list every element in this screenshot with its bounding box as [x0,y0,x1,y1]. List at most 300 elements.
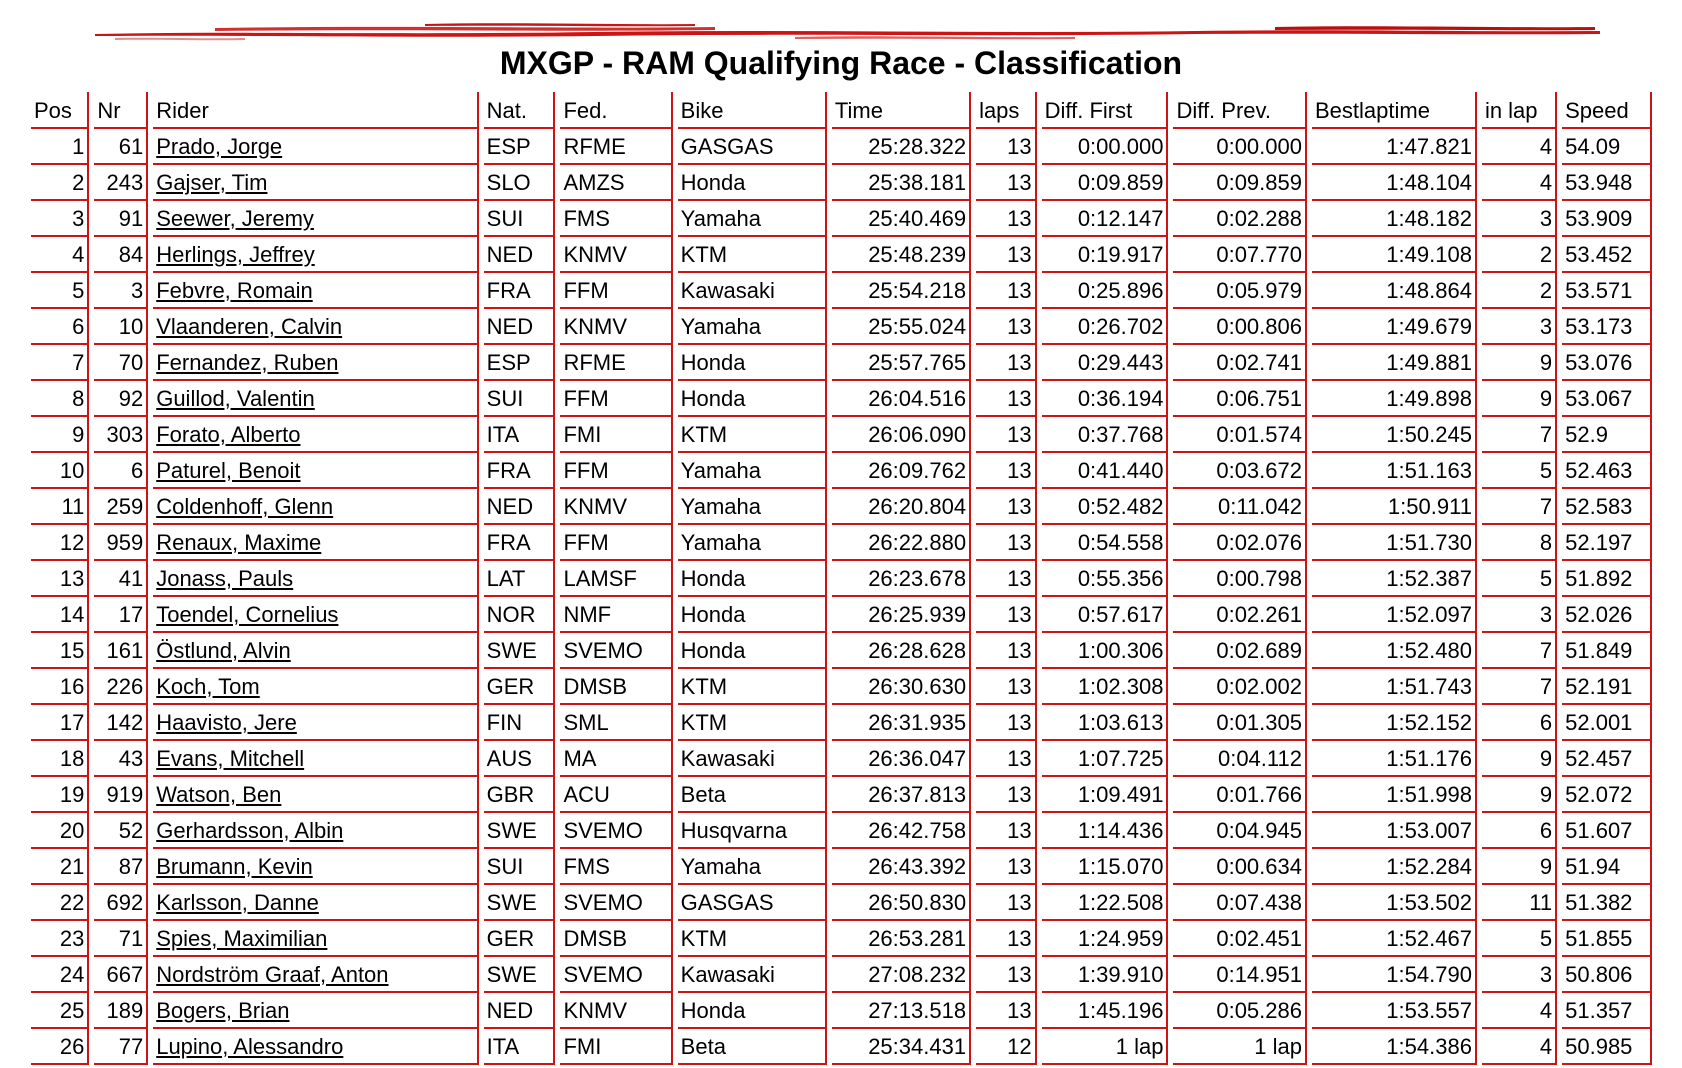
cell-in-lap: 9 [1482,345,1557,381]
rider-link[interactable]: Vlaanderen, Calvin [156,313,343,339]
cell-nat: NOR [484,597,556,633]
rider-link[interactable]: Brumann, Kevin [156,853,313,879]
cell-nat: SUI [484,201,556,237]
cell-nat: FRA [484,525,556,561]
cell-nat: GER [484,669,556,705]
cell-in-lap: 4 [1482,993,1557,1029]
rider-link[interactable]: Coldenhoff, Glenn [156,493,334,519]
cell-bestlaptime: 1:51.163 [1312,453,1477,489]
cell-nr: 6 [94,453,148,489]
rider-link[interactable]: Gajser, Tim [156,169,268,195]
cell-in-lap: 11 [1482,885,1557,921]
table-body [31,129,1652,1065]
cell-diff-first: 1:45.196 [1042,993,1169,1029]
rider-link[interactable]: Renaux, Maxime [156,529,322,555]
cell-nat: ESP [484,345,556,381]
cell-bestlaptime: 1:52.387 [1312,561,1477,597]
cell-rider [153,237,478,273]
cell-speed: 53.948 [1562,165,1652,201]
rider-link[interactable]: Lupino, Alessandro [156,1033,344,1059]
table-row [31,165,1652,201]
rider-link[interactable]: Jonass, Pauls [156,565,294,591]
rider-link[interactable]: Evans, Mitchell [156,745,305,771]
cell-time: 26:50.830 [832,885,971,921]
cell-fed: DMSB [560,669,672,705]
cell-nat: SWE [484,633,556,669]
cell-time: 26:36.047 [832,741,971,777]
cell-pos: 14 [31,597,89,633]
header-diff-first: Diff. First [1042,92,1169,129]
table-row [31,237,1652,273]
cell-diff-prev: 0:00.634 [1173,849,1307,885]
cell-time: 26:28.628 [832,633,971,669]
cell-diff-prev: 1 lap [1173,1029,1307,1065]
cell-fed: KNMV [560,309,672,345]
cell-fed: SML [560,705,672,741]
cell-diff-prev: 0:04.945 [1173,813,1307,849]
cell-nat: GBR [484,777,556,813]
cell-laps: 13 [976,453,1037,489]
cell-diff-first: 1:00.306 [1042,633,1169,669]
cell-bestlaptime: 1:48.864 [1312,273,1477,309]
cell-laps: 13 [976,129,1037,165]
cell-in-lap: 9 [1482,741,1557,777]
cell-pos: 12 [31,525,89,561]
cell-laps: 13 [976,705,1037,741]
cell-rider [153,993,478,1029]
header-bike: Bike [678,92,827,129]
cell-bike: KTM [678,417,827,453]
cell-pos: 24 [31,957,89,993]
cell-bike: Honda [678,633,827,669]
cell-rider [153,561,478,597]
cell-bike: KTM [678,669,827,705]
cell-time: 25:54.218 [832,273,971,309]
table-row [31,921,1652,957]
cell-rider [153,633,478,669]
cell-laps: 12 [976,1029,1037,1065]
cell-laps: 13 [976,777,1037,813]
table-row [31,345,1652,381]
cell-pos: 4 [31,237,89,273]
cell-diff-prev: 0:07.438 [1173,885,1307,921]
cell-nr: 43 [94,741,148,777]
cell-diff-prev: 0:09.859 [1173,165,1307,201]
cell-fed: KNMV [560,993,672,1029]
rider-link[interactable]: Febvre, Romain [156,277,313,303]
cell-time: 26:31.935 [832,705,971,741]
classification-table [26,92,1657,1065]
cell-in-lap: 6 [1482,813,1557,849]
rider-link[interactable]: Paturel, Benoit [156,457,301,483]
rider-link[interactable]: Watson, Ben [156,781,282,807]
cell-speed: 52.9 [1562,417,1652,453]
rider-link[interactable]: Koch, Tom [156,673,260,699]
cell-nat: SLO [484,165,556,201]
cell-laps: 13 [976,273,1037,309]
cell-bestlaptime: 1:54.790 [1312,957,1477,993]
cell-diff-first: 1:03.613 [1042,705,1169,741]
header-speed: Speed [1562,92,1652,129]
cell-diff-prev: 0:03.672 [1173,453,1307,489]
cell-fed: FMS [560,201,672,237]
cell-laps: 13 [976,885,1037,921]
cell-fed: KNMV [560,489,672,525]
cell-time: 26:04.516 [832,381,971,417]
cell-speed: 53.067 [1562,381,1652,417]
cell-nat: SUI [484,849,556,885]
cell-rider [153,885,478,921]
cell-bike: Honda [678,993,827,1029]
cell-diff-prev: 0:07.770 [1173,237,1307,273]
rider-link[interactable]: Gerhardsson, Albin [156,817,344,843]
cell-pos: 3 [31,201,89,237]
table-row [31,885,1652,921]
rider-link[interactable]: Forato, Alberto [156,421,301,447]
rider-link[interactable]: Haavisto, Jere [156,709,297,735]
cell-bestlaptime: 1:49.679 [1312,309,1477,345]
cell-diff-prev: 0:01.574 [1173,417,1307,453]
table-row [31,705,1652,741]
cell-in-lap: 2 [1482,273,1557,309]
cell-time: 26:06.090 [832,417,971,453]
rider-link[interactable]: Nordström Graaf, Anton [156,961,389,987]
cell-fed: MA [560,741,672,777]
cell-time: 25:57.765 [832,345,971,381]
cell-speed: 51.94 [1562,849,1652,885]
cell-laps: 13 [976,417,1037,453]
cell-laps: 13 [976,921,1037,957]
cell-in-lap: 9 [1482,849,1557,885]
cell-nat: ITA [484,417,556,453]
cell-diff-first: 1:15.070 [1042,849,1169,885]
cell-time: 26:42.758 [832,813,971,849]
cell-time: 26:37.813 [832,777,971,813]
table-row [31,813,1652,849]
table-row [31,633,1652,669]
cell-speed: 52.191 [1562,669,1652,705]
cell-diff-first: 1 lap [1042,1029,1169,1065]
cell-rider [153,849,478,885]
cell-time: 27:13.518 [832,993,971,1029]
cell-speed: 52.001 [1562,705,1652,741]
cell-bestlaptime: 1:50.245 [1312,417,1477,453]
decorative-brush-stroke [95,22,1600,44]
cell-pos: 11 [31,489,89,525]
cell-pos: 7 [31,345,89,381]
cell-in-lap: 9 [1482,381,1557,417]
table-row [31,273,1652,309]
table-row [31,489,1652,525]
cell-nr: 17 [94,597,148,633]
cell-bike: Yamaha [678,309,827,345]
cell-bike: Honda [678,381,827,417]
cell-laps: 13 [976,165,1037,201]
cell-nr: 142 [94,705,148,741]
header-pos: Pos [31,92,89,129]
header-diff-prev: Diff. Prev. [1173,92,1307,129]
cell-nat: FIN [484,705,556,741]
header-fed: Fed. [560,92,672,129]
cell-in-lap: 4 [1482,1029,1557,1065]
cell-diff-first: 1:07.725 [1042,741,1169,777]
cell-bestlaptime: 1:52.152 [1312,705,1477,741]
cell-nat: NED [484,993,556,1029]
cell-nr: 189 [94,993,148,1029]
cell-in-lap: 7 [1482,669,1557,705]
cell-laps: 13 [976,525,1037,561]
cell-nat: FRA [484,453,556,489]
cell-bike: KTM [678,705,827,741]
cell-laps: 13 [976,633,1037,669]
rider-link[interactable]: Toendel, Cornelius [156,601,339,627]
cell-speed: 53.452 [1562,237,1652,273]
cell-in-lap: 5 [1482,921,1557,957]
rider-link[interactable]: Seewer, Jeremy [156,205,314,231]
cell-diff-prev: 0:05.979 [1173,273,1307,309]
cell-time: 26:25.939 [832,597,971,633]
cell-bike: Kawasaki [678,957,827,993]
header-nr: Nr [94,92,148,129]
cell-diff-first: 0:37.768 [1042,417,1169,453]
cell-time: 25:28.322 [832,129,971,165]
rider-link[interactable]: Fernandez, Ruben [156,349,339,375]
cell-nr: 77 [94,1029,148,1065]
cell-rider [153,957,478,993]
table-row [31,561,1652,597]
cell-time: 26:23.678 [832,561,971,597]
table-row [31,741,1652,777]
cell-bestlaptime: 1:48.182 [1312,201,1477,237]
cell-laps: 13 [976,957,1037,993]
cell-speed: 53.571 [1562,273,1652,309]
cell-nat: NED [484,237,556,273]
cell-speed: 53.173 [1562,309,1652,345]
cell-rider [153,201,478,237]
cell-nat: SWE [484,957,556,993]
cell-time: 25:40.469 [832,201,971,237]
rider-link[interactable]: Karlsson, Danne [156,889,319,915]
cell-bike: Kawasaki [678,741,827,777]
cell-fed: FFM [560,525,672,561]
cell-in-lap: 7 [1482,417,1557,453]
header-row [31,92,1652,129]
cell-diff-first: 1:24.959 [1042,921,1169,957]
cell-bike: Yamaha [678,201,827,237]
cell-fed: NMF [560,597,672,633]
rider-link[interactable]: Guillod, Valentin [156,385,315,411]
cell-speed: 50.985 [1562,1029,1652,1065]
cell-nr: 919 [94,777,148,813]
cell-bike: Yamaha [678,453,827,489]
cell-in-lap: 5 [1482,561,1557,597]
cell-fed: RFME [560,129,672,165]
cell-nr: 303 [94,417,148,453]
cell-pos: 22 [31,885,89,921]
cell-nr: 52 [94,813,148,849]
cell-bestlaptime: 1:53.007 [1312,813,1477,849]
cell-nat: ESP [484,129,556,165]
cell-nr: 71 [94,921,148,957]
cell-diff-first: 0:55.356 [1042,561,1169,597]
cell-diff-prev: 0:01.305 [1173,705,1307,741]
cell-nr: 3 [94,273,148,309]
cell-nr: 259 [94,489,148,525]
table-row [31,957,1652,993]
rider-link[interactable]: Östlund, Alvin [156,637,291,663]
cell-bestlaptime: 1:50.911 [1312,489,1477,525]
table-row [31,453,1652,489]
cell-bestlaptime: 1:53.557 [1312,993,1477,1029]
cell-speed: 52.072 [1562,777,1652,813]
cell-diff-prev: 0:00.000 [1173,129,1307,165]
cell-fed: RFME [560,345,672,381]
cell-diff-prev: 0:02.002 [1173,669,1307,705]
cell-nat: LAT [484,561,556,597]
cell-speed: 52.026 [1562,597,1652,633]
cell-bike: Honda [678,597,827,633]
cell-bestlaptime: 1:52.467 [1312,921,1477,957]
table-row [31,381,1652,417]
cell-nr: 84 [94,237,148,273]
cell-nat: NED [484,489,556,525]
cell-laps: 13 [976,993,1037,1029]
cell-nat: GER [484,921,556,957]
cell-diff-prev: 0:06.751 [1173,381,1307,417]
cell-bestlaptime: 1:54.386 [1312,1029,1477,1065]
rider-link[interactable]: Spies, Maximilian [156,925,328,951]
cell-nat: FRA [484,273,556,309]
cell-nat: AUS [484,741,556,777]
cell-fed: SVEMO [560,957,672,993]
table-row [31,201,1652,237]
cell-speed: 51.855 [1562,921,1652,957]
cell-pos: 16 [31,669,89,705]
cell-bike: Beta [678,777,827,813]
cell-time: 26:43.392 [832,849,971,885]
cell-speed: 51.607 [1562,813,1652,849]
cell-speed: 54.09 [1562,129,1652,165]
cell-time: 25:38.181 [832,165,971,201]
cell-bestlaptime: 1:47.821 [1312,129,1477,165]
cell-laps: 13 [976,201,1037,237]
cell-diff-prev: 0:02.451 [1173,921,1307,957]
cell-speed: 51.892 [1562,561,1652,597]
cell-bestlaptime: 1:51.730 [1312,525,1477,561]
cell-fed: FFM [560,381,672,417]
cell-nr: 41 [94,561,148,597]
cell-diff-prev: 0:05.286 [1173,993,1307,1029]
cell-in-lap: 3 [1482,957,1557,993]
rider-link[interactable]: Herlings, Jeffrey [156,241,315,267]
cell-in-lap: 5 [1482,453,1557,489]
cell-diff-first: 1:39.910 [1042,957,1169,993]
cell-time: 25:48.239 [832,237,971,273]
cell-diff-first: 0:36.194 [1042,381,1169,417]
cell-in-lap: 3 [1482,597,1557,633]
cell-diff-first: 0:19.917 [1042,237,1169,273]
cell-speed: 52.463 [1562,453,1652,489]
cell-rider [153,1029,478,1065]
cell-nr: 959 [94,525,148,561]
cell-rider [153,489,478,525]
cell-speed: 50.806 [1562,957,1652,993]
cell-diff-first: 0:29.443 [1042,345,1169,381]
cell-laps: 13 [976,345,1037,381]
cell-nat: SUI [484,381,556,417]
cell-in-lap: 4 [1482,165,1557,201]
cell-in-lap: 7 [1482,489,1557,525]
cell-rider [153,345,478,381]
cell-pos: 10 [31,453,89,489]
cell-laps: 13 [976,669,1037,705]
cell-diff-prev: 0:11.042 [1173,489,1307,525]
table-row [31,309,1652,345]
cell-fed: SVEMO [560,813,672,849]
cell-pos: 8 [31,381,89,417]
cell-nat: ITA [484,1029,556,1065]
cell-in-lap: 9 [1482,777,1557,813]
cell-fed: LAMSF [560,561,672,597]
cell-bestlaptime: 1:52.097 [1312,597,1477,633]
cell-rider [153,417,478,453]
cell-diff-first: 0:52.482 [1042,489,1169,525]
cell-bike: KTM [678,921,827,957]
page-title: MXGP - RAM Qualifying Race - Classification [499,45,1183,81]
cell-bestlaptime: 1:49.108 [1312,237,1477,273]
cell-rider [153,705,478,741]
cell-bestlaptime: 1:52.480 [1312,633,1477,669]
cell-bike: GASGAS [678,129,827,165]
cell-in-lap: 7 [1482,633,1557,669]
cell-pos: 17 [31,705,89,741]
table-row [31,993,1652,1029]
cell-rider [153,813,478,849]
cell-rider [153,165,478,201]
cell-pos: 18 [31,741,89,777]
cell-in-lap: 3 [1482,201,1557,237]
cell-time: 25:34.431 [832,1029,971,1065]
cell-nr: 667 [94,957,148,993]
cell-diff-first: 0:41.440 [1042,453,1169,489]
table-row [31,777,1652,813]
table-row [31,525,1652,561]
cell-time: 26:30.630 [832,669,971,705]
header-time: Time [832,92,971,129]
cell-bike: Yamaha [678,525,827,561]
cell-fed: FFM [560,453,672,489]
cell-pos: 21 [31,849,89,885]
header-rider: Rider [153,92,478,129]
cell-nr: 10 [94,309,148,345]
cell-rider [153,597,478,633]
rider-link[interactable]: Prado, Jorge [156,133,283,159]
cell-diff-first: 0:09.859 [1042,165,1169,201]
cell-pos: 20 [31,813,89,849]
cell-pos: 15 [31,633,89,669]
cell-fed: FMI [560,1029,672,1065]
rider-link[interactable]: Bogers, Brian [156,997,290,1023]
cell-nr: 92 [94,381,148,417]
cell-diff-prev: 0:14.951 [1173,957,1307,993]
cell-bike: KTM [678,237,827,273]
cell-speed: 51.357 [1562,993,1652,1029]
cell-laps: 13 [976,561,1037,597]
cell-diff-prev: 0:02.076 [1173,525,1307,561]
cell-diff-prev: 0:02.741 [1173,345,1307,381]
cell-diff-prev: 0:00.806 [1173,309,1307,345]
cell-bike: Honda [678,165,827,201]
